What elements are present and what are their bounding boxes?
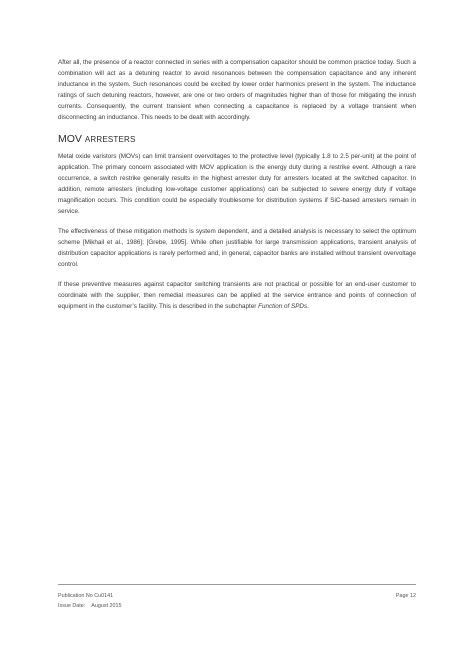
spd-reference: Function of SPDs bbox=[258, 303, 308, 310]
remedial-paragraph-text: If these preventive measures against capacitor switching transients are not practical or possible for an end-user customer to coordinate with the supplier, then remedial measures can be applied at the service entrance and points of connection of equipment in the customer’s facility. This is described in the subchapter bbox=[58, 281, 416, 310]
footer-row-publication bbox=[58, 591, 416, 601]
remedial-paragraph-end: . bbox=[307, 303, 309, 310]
section-heading bbox=[58, 132, 416, 147]
section-heading-main: MOV bbox=[58, 133, 82, 145]
mitigation-paragraph: The effectiveness of these mitigation methods is system dependent, and a detailed analysis is necessary to select the optimum scheme [Mikhail et al., 1986]; [Grebe, 1995]. While often justifiable for large transmission applications, transient analysis of distribution capacitor applications is rarely performed and, in general, capacitor banks are installed without transient overvoltage control. bbox=[58, 228, 416, 268]
publication-number: Publication No Cu0141 bbox=[58, 593, 114, 599]
page-body bbox=[58, 57, 416, 321]
issue-date: August 2015 bbox=[91, 603, 122, 609]
mov-paragraph: Metal oxide varistors (MOVs) can limit transient overvoltages to the protective level (typically 1.8 to 2.5 per-unit) at the point of application. The primary concern associated with MOV application is the energy duty during a restrike event. Although a rare occurrence, a switch restrike generally results in the highest arrester duty for arresters located at the switched capacitor. In addition, remote arresters (including low-voltage customer applications) can be subjected to severe energy duty if voltage magnification occurs. This condition could be especially troublesome for distribution systems if SiC-based arresters remain in service. bbox=[58, 153, 416, 215]
page-footer bbox=[58, 584, 416, 611]
footer-row-issue bbox=[58, 601, 416, 611]
issue-date-line bbox=[58, 601, 122, 611]
remedial-paragraph bbox=[58, 279, 416, 312]
page-number: Page 12 bbox=[395, 593, 416, 599]
section-heading-rest: ARRESTERS bbox=[84, 135, 136, 144]
intro-paragraph: After all, the presence of a reactor connected in series with a compensation capacitor should be common practice today. Such a combination will act as a detuning reactor to avoid resonances between the compensation capacitance and any inherent inductance in the system. Such resonances could be excited by lower order harmonics present in the system. The inductance ratings of such detuning reactors, however, are one or two orders of magnitudes higher than of those for mitigating the inrush currents. Consequently, the current transient when connecting a capacitance is replaced by a voltage transient when disconnecting an inductance. This needs to be dealt with accordingly. bbox=[58, 59, 416, 121]
issue-date-label: Issue Date: bbox=[58, 603, 86, 609]
